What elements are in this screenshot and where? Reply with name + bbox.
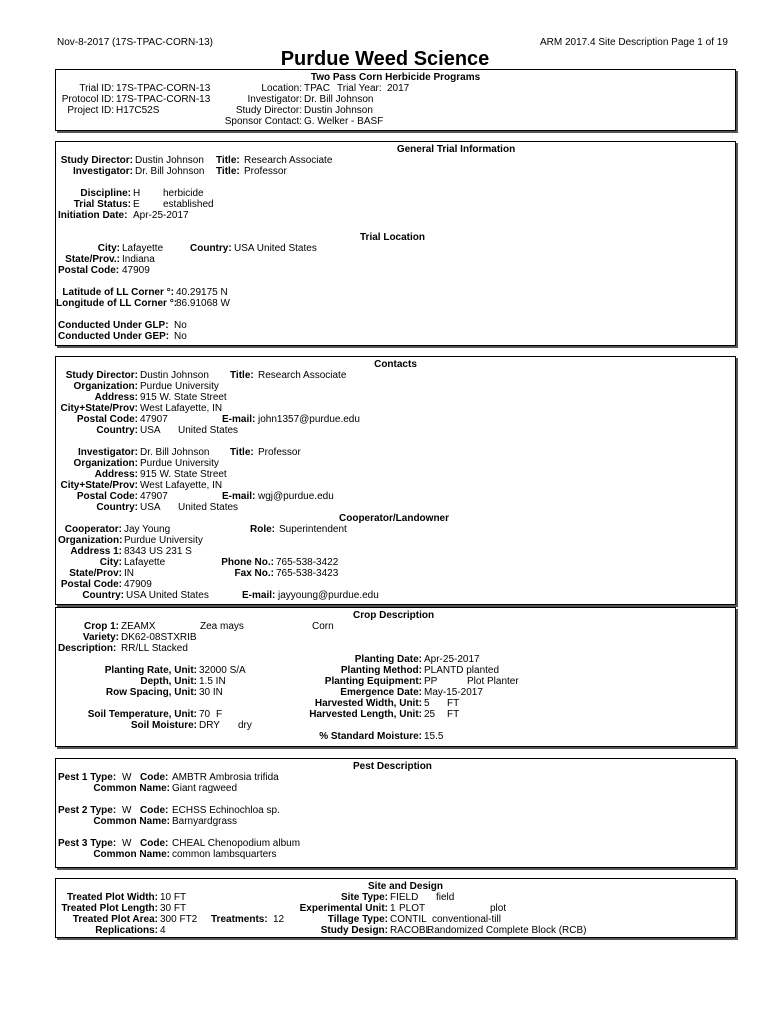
gen-investigator-label: Investigator: [72,166,133,177]
pest-common-label: Common Name: [93,816,170,827]
gen-investigator: Dr. Bill Johnson [135,166,205,177]
general-info-box [55,141,736,346]
pest-section-title: Pest Description [353,761,432,772]
pest-code: CHEAL Chenopodium album [172,838,301,849]
initiation-date: Apr-25-2017 [133,210,189,221]
tillage-type-label: Tillage Type: [327,914,388,925]
c1-postal: 47907 [140,414,168,425]
planting-equipment-label: Planting Equipment: [324,676,422,687]
row-spacing: 30 IN [199,687,223,698]
pest-common-label: Common Name: [93,783,170,794]
coop-role: Superintendent [279,524,347,535]
pest-code: ECHSS Echinochloa sp. [172,805,280,816]
crop-label: Crop 1: [84,621,119,632]
plot-area: 300 FT2 [160,914,198,925]
coop-label: Cooperator: [64,524,122,535]
c2-country: United States [178,502,239,513]
planting-rate: 32000 S/A [199,665,246,676]
coop-email-label: E-mail: [242,590,276,601]
c2-postal-label: Postal Code: [76,491,138,502]
site-type: field [436,892,455,903]
site-type-code: FIELD [390,892,419,903]
pest-code-label: Code: [140,838,169,849]
coop-org-label: Organization: [58,535,123,546]
gen-sd-title: Research Associate [244,155,333,166]
variety-label: Variety: [82,632,119,643]
gen-inv-title: Professor [244,166,287,177]
c2-inv: Dr. Bill Johnson [140,447,210,458]
postal-code: 47909 [122,265,150,276]
coop-postal: 47909 [124,579,152,590]
general-section-title: General Trial Information [396,144,516,155]
glp-label: Conducted Under GLP: [58,320,169,331]
c1-sd: Dustin Johnson [140,370,209,381]
crop-code: ZEAMX [121,621,156,632]
c1-postal-label: Postal Code: [76,414,138,425]
c1-org: Purdue University [140,381,219,392]
crop-latin-name: Zea mays [200,621,244,632]
glp: No [174,320,187,331]
coop-fax-label: Fax No.: [234,568,274,579]
initiation-label: Initiation Date: [58,210,128,221]
crop-common-name: Corn [312,621,334,632]
c2-title: Professor [258,447,301,458]
c1-addr: 915 W. State Street [140,392,227,403]
pest-common-name: Giant ragweed [172,783,238,794]
site-box [55,878,736,938]
coop-email[interactable]: jayyoung@purdue.edu [278,590,379,601]
coop-city: Lafayette [124,557,166,568]
coop-role-label: Role: [250,524,275,535]
c1-title-label: Title: [230,370,254,381]
c2-email[interactable]: wgj@purdue.edu [258,491,334,502]
c1-city-label: City+State/Prov: [60,403,138,414]
trial-id-label: Trial ID: [79,83,114,94]
depth-label: Depth, Unit: [140,676,197,687]
country-label: Country: [190,243,232,254]
harvested-length-label: Harvested Length, Unit: [309,709,422,720]
treatments: 12 [273,914,285,925]
gep-label: Conducted Under GEP: [58,331,170,342]
planting-rate-label: Planting Rate, Unit: [104,665,197,676]
state: Indiana [122,254,155,265]
protocol-id-label: Protocol ID: [61,94,114,105]
soil-temp-label: Soil Temperature, Unit: [87,709,197,720]
experimental-unit-code: PLOT [399,903,426,914]
c1-addr-label: Address: [94,392,138,403]
plot-width: 10 FT [160,892,187,903]
site-section-title: Site and Design [368,881,444,892]
gen-study-director-label: Study Director: [60,155,133,166]
plot-length-label: Treated Plot Length: [61,903,158,914]
pest-type: W [122,805,132,816]
sponsor-contact-label: Sponsor Contact: [224,116,302,127]
c2-city-label: City+State/Prov: [60,480,138,491]
page-title: Purdue Weed Science [280,48,490,70]
contacts-box [55,356,736,605]
pest-box [55,758,736,868]
c2-addr-label: Address: [94,469,138,480]
planting-equipment-code: PP [424,676,438,687]
c1-country-code: USA [140,425,161,436]
coop-phone: 765-538-3422 [276,557,339,568]
trial-section-title: Two Pass Corn Herbicide Programs [310,72,481,83]
soil-moisture-code: DRY [199,720,220,731]
pest-type-label: Pest 2 Type: [58,805,117,816]
replications-label: Replications: [95,925,158,936]
trial-location-title: Trial Location [360,232,426,243]
pest-common-name: common lambsquarters [172,849,277,860]
trial-status-label: Trial Status: [73,199,131,210]
planting-date: Apr-25-2017 [424,654,480,665]
coop-postal-label: Postal Code: [60,579,122,590]
treatments-label: Treatments: [211,914,268,925]
experimental-unit-label: Experimental Unit: [299,903,388,914]
gen-study-director: Dustin Johnson [135,155,204,166]
pest-type-label: Pest 3 Type: [58,838,117,849]
gen-inv-title-label: Title: [216,166,240,177]
plot-length: 30 FT [160,903,187,914]
c1-country: United States [178,425,239,436]
plot-width-label: Treated Plot Width: [66,892,158,903]
pest-code-label: Code: [140,772,169,783]
harvested-width-unit: FT [447,698,460,709]
harvested-width-label: Harvested Width, Unit: [314,698,422,709]
gep: No [174,331,187,342]
replications: 4 [160,925,166,936]
sponsor-contact: G. Welker - BASF [304,116,384,127]
harvested-width: 5 [424,698,430,709]
emergence-date-label: Emergence Date: [340,687,422,698]
study-director: Dustin Johnson [304,105,373,116]
pest-common-label: Common Name: [93,849,170,860]
pest-common-name: Barnyardgrass [172,816,238,827]
header-left: Nov-8-2017 (17S-TPAC-CORN-13) [57,37,213,48]
plot-area-label: Treated Plot Area: [72,914,158,925]
soil-moisture-label: Soil Moisture: [130,720,197,731]
c2-country-code: USA [140,502,161,513]
c1-org-label: Organization: [73,381,138,392]
c1-sd-label: Study Director: [65,370,138,381]
c1-city: West Lafayette, IN [140,403,223,414]
study-director-label: Study Director: [235,105,302,116]
c1-country-label: Country: [96,425,138,436]
coop-country: USA United States [126,590,209,601]
pest-code-label: Code: [140,805,169,816]
harvested-length: 25 [424,709,436,720]
coop-state: IN [124,568,134,579]
emergence-date: May-15-2017 [424,687,483,698]
coop-phone-label: Phone No.: [221,557,274,568]
standard-moisture-label: % Standard Moisture: [319,731,422,742]
row-spacing-label: Row Spacing, Unit: [105,687,197,698]
coop-org: Purdue University [124,535,203,546]
gen-sd-title-label: Title: [216,155,240,166]
contacts-section-title: Contacts [374,359,417,370]
latitude-label: Latitude of LL Corner °: [62,287,174,298]
country: USA United States [234,243,317,254]
coop-fax: 765-538-3423 [276,568,339,579]
pest-type-label: Pest 1 Type: [58,772,117,783]
c2-title-label: Title: [230,447,254,458]
c1-title: Research Associate [258,370,347,381]
location-label: Location: [261,83,302,94]
trial-status: established [163,199,214,210]
tillage-type: conventional-till [432,914,501,925]
coop-name: Jay Young [124,524,171,535]
longitude: 86.91068 W [176,298,230,309]
trial-year: 2017 [387,83,410,94]
crop-desc: RR/LL Stacked [121,643,188,654]
crop-box [55,607,736,747]
soil-temp-unit: F [216,709,223,720]
location: TPAC [304,83,330,94]
c2-email-label: E-mail: [222,491,256,502]
pest-type: W [122,772,132,783]
project-id: H17C52S [116,105,160,116]
coop-addr: 8343 US 231 S [124,546,192,557]
state-label: State/Prov.: [65,254,120,265]
study-design-code: RACOBL [390,925,432,936]
site-type-label: Site Type: [340,892,388,903]
tillage-type-code: CONTIL [390,914,427,925]
experimental-unit-count: 1 [390,903,396,914]
city-label: City: [97,243,120,254]
trial-box [55,69,736,131]
coop-city-label: City: [99,557,122,568]
planting-date-label: Planting Date: [354,654,422,665]
longitude-label: Longitude of LL Corner °: [56,298,178,309]
project-id-label: Project ID: [67,105,114,116]
depth: 1.5 IN [199,676,226,687]
study-design-label: Study Design: [320,925,388,936]
trial-status-code: E [133,199,140,210]
postal-label: Postal Code: [58,265,120,276]
city: Lafayette [122,243,164,254]
soil-moisture: dry [238,720,252,731]
harvested-length-unit: FT [447,709,460,720]
c2-inv-label: Investigator: [77,447,138,458]
trial-year-label: Trial Year: [337,83,382,94]
trial-id: 17S-TPAC-CORN-13 [116,83,211,94]
planting-method: PLANTD planted [424,665,500,676]
c2-city: West Lafayette, IN [140,480,223,491]
c1-email-label: E-mail: [222,414,256,425]
planting-equipment: Plot Planter [467,676,519,687]
c2-org-label: Organization: [73,458,138,469]
header-page-info: ARM 2017.4 Site Description Page 1 of 19 [540,37,728,48]
planting-method-label: Planting Method: [340,665,422,676]
latitude: 40.29175 N [176,287,228,298]
pest-code: AMBTR Ambrosia trifida [172,772,279,783]
discipline-code: H [133,188,141,199]
crop-desc-label: Description: [58,643,117,654]
pest-type: W [122,838,132,849]
variety: DK62-08STXRIB [121,632,197,643]
cooperator-section-title: Cooperator/Landowner [339,513,450,524]
discipline: herbicide [163,188,204,199]
coop-addr-label: Address 1: [70,546,122,557]
crop-section-title: Crop Description [353,610,435,621]
investigator-label: Investigator: [247,94,302,105]
protocol-id: 17S-TPAC-CORN-13 [116,94,211,105]
c2-country-label: Country: [96,502,138,513]
experimental-unit: plot [490,903,507,914]
study-design: Randomized Complete Block (RCB) [427,925,587,936]
coop-state-label: State/Prov: [69,568,122,579]
c2-org: Purdue University [140,458,219,469]
c2-postal: 47907 [140,491,168,502]
investigator: Dr. Bill Johnson [304,94,374,105]
soil-temp: 70 [199,709,211,720]
discipline-label: Discipline: [80,188,131,199]
coop-country-label: Country: [82,590,124,601]
standard-moisture: 15.5 [424,731,444,742]
c1-email[interactable]: john1357@purdue.edu [258,414,360,425]
c2-addr: 915 W. State Street [140,469,227,480]
